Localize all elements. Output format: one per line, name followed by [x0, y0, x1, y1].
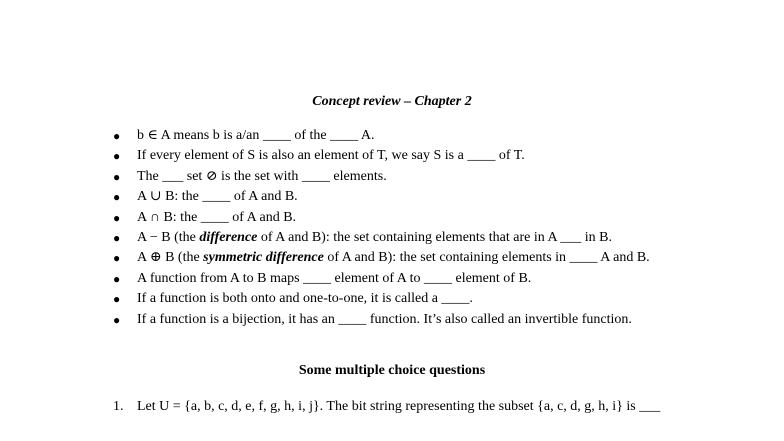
- bullet-icon: ●: [113, 312, 121, 327]
- bullet-icon: ●: [113, 129, 121, 143]
- bullet-text: If a function is both onto and one-to-one, it is called a ____.: [137, 291, 473, 307]
- bullet-icon: ●: [113, 231, 121, 246]
- bullet-icon: ●: [113, 190, 121, 205]
- concept-bullet-item: [113, 126, 703, 146]
- concept-bullet-list: [113, 126, 703, 330]
- bullet-icon: ●: [113, 251, 121, 266]
- page-title: Concept review – Chapter 2: [312, 94, 472, 109]
- bullet-text: A ∪ B: the ____ of A and B.: [137, 189, 298, 205]
- bullet-text: b ∈ A means b is a/an ____ of the ____ A.: [137, 128, 375, 143]
- bullet-text: The ___ set ⊘ is the set with ____ elements.: [137, 168, 387, 184]
- question-text: Let U = {a, b, c, d, e, f, g, h, i, j}. The bit string representing the subset {a, c, d, g, h, i} is ___: [137, 399, 661, 414]
- bullet-text: If a function is a bijection, it has an ____ function. It’s also called an invertible function.: [137, 311, 632, 327]
- bullet-icon: ●: [113, 210, 121, 225]
- bullet-icon: ●: [113, 292, 121, 307]
- emphasized-term: difference: [199, 230, 258, 246]
- section-heading: Some multiple choice questions: [298, 363, 486, 378]
- bullet-text: If every element of S is also an element of T, we say S is a ____ of T.: [137, 148, 525, 164]
- question-number: 1.: [113, 399, 124, 414]
- bullet-text: of A and B): the set containing elements in ____ A and B.: [323, 250, 650, 266]
- bullet-text: A − B (the: [137, 230, 200, 246]
- bullet-icon: ●: [113, 271, 121, 286]
- question-list: [113, 396, 693, 417]
- concept-bullet-item: [113, 248, 703, 268]
- bullet-text: A ∩ B: the ____ of A and B.: [137, 209, 297, 225]
- concept-bullet-item: [113, 310, 703, 330]
- bullet-text: A function from A to B maps ____ element of A to ____ element of B.: [137, 270, 532, 286]
- concept-bullet-item: [113, 208, 703, 228]
- emphasized-term: symmetric difference: [203, 250, 324, 266]
- concept-bullet-item: [113, 269, 703, 289]
- concept-bullet-item: [113, 146, 703, 166]
- question-item: [113, 396, 693, 417]
- concept-bullet-item: [113, 187, 703, 207]
- concept-bullet-item: [113, 167, 703, 187]
- concept-bullet-item: [113, 228, 703, 248]
- concept-bullet-item: [113, 289, 703, 309]
- bullet-text: of A and B): the set containing elements that are in A ___ in B.: [257, 230, 613, 246]
- bullet-text: A ⊕ B (the: [137, 250, 204, 266]
- bullet-icon: ●: [113, 169, 121, 184]
- bullet-icon: ●: [113, 149, 121, 164]
